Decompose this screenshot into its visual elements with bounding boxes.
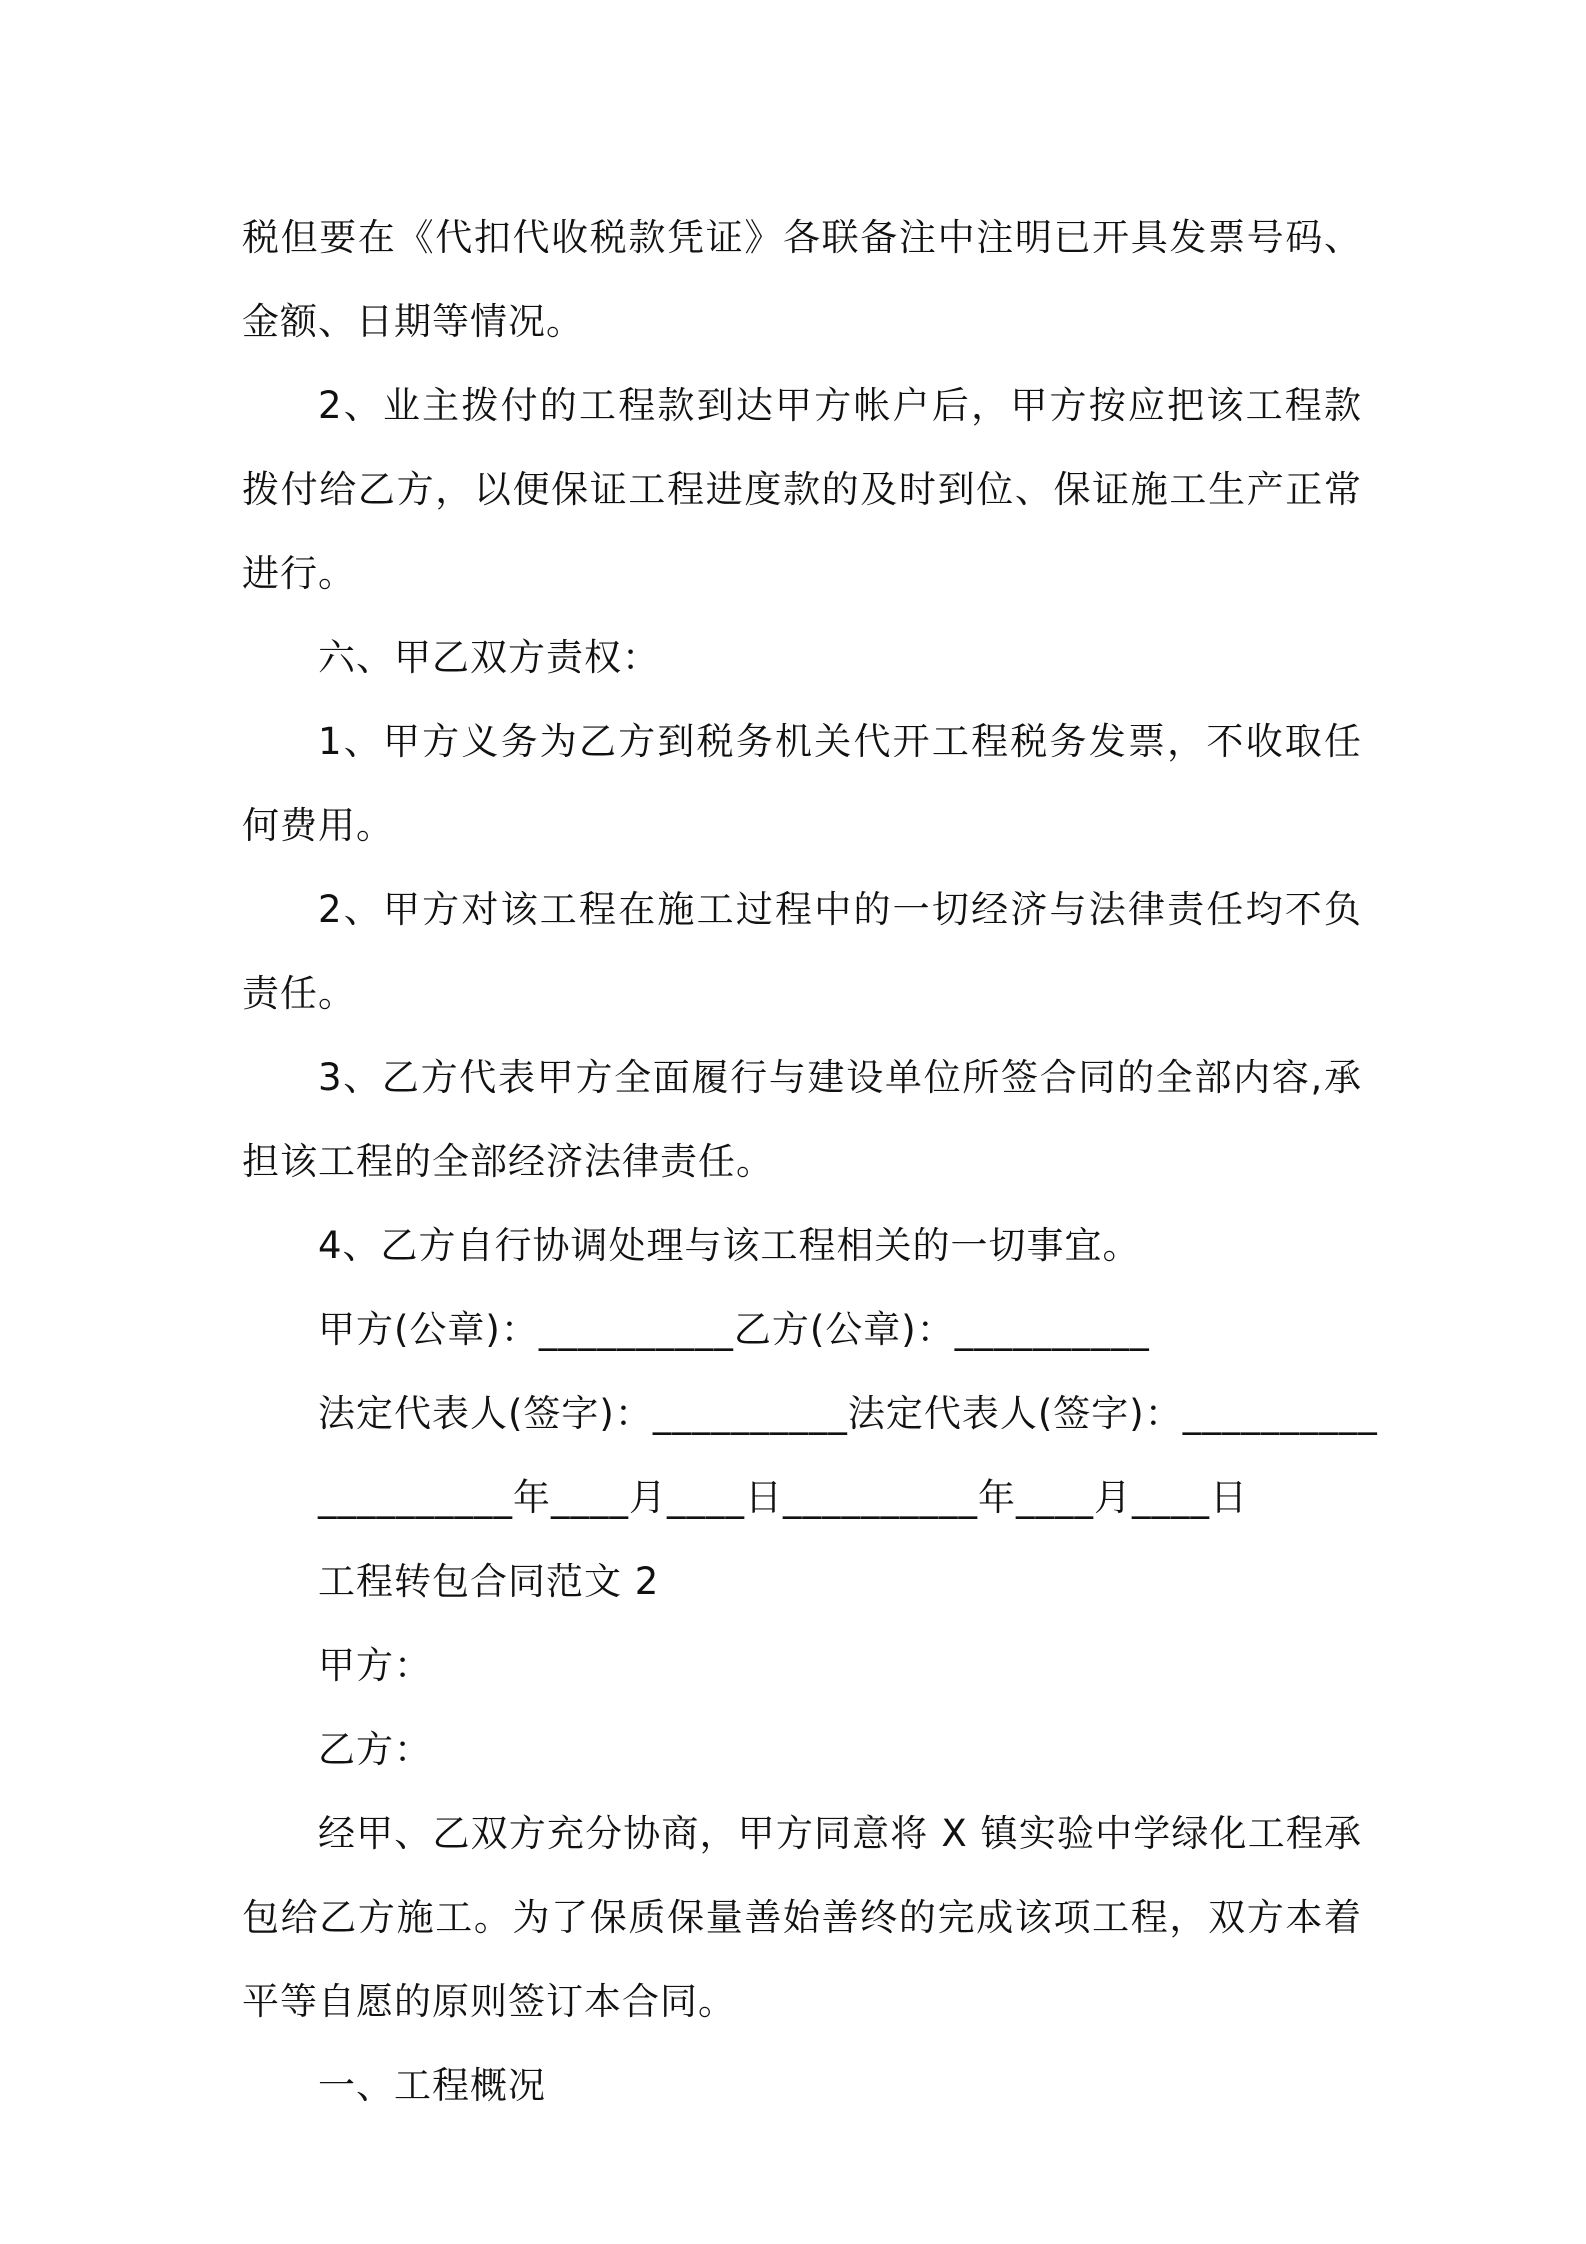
clause-party-b-performance: 3、乙方代表甲方全面履行与建设单位所签合同的全部内容,承担该工程的全部经济法律责任。 [242,1056,1362,1183]
paragraph-payment-clause: 2、业主拨付的工程款到达甲方帐户后，甲方按应把该工程款拨付给乙方，以便保证工程进度款的及时到位、保证施工生产正常进行。 [242,384,1362,595]
signature-date-line: __________年____月____日__________年____月____日 [318,1476,1248,1519]
contract-title: 工程转包合同范文 2 [318,1560,660,1603]
clause-party-b-coordination: 4、乙方自行协调处理与该工程相关的一切事宜。 [318,1224,1141,1267]
party-b-label: 乙方： [318,1728,432,1771]
signature-representative-line: 法定代表人(签字)：__________法定代表人(签字)：__________ [318,1392,1378,1435]
party-a-label: 甲方： [318,1644,432,1687]
paragraph-tax-note: 税但要在《代扣代收税款凭证》各联备注中注明已开具发票号码、金额、日期等情况。 [242,216,1362,343]
section-heading-project-overview: 一、工程概况 [318,2064,546,2107]
document-body [242,196,1378,2128]
contract-intro-paragraph: 经甲、乙双方充分协商，甲方同意将 X 镇实验中学绿化工程承包给乙方施工。为了保质保量善始善终的完成该项工程，双方本着平等自愿的原则签订本合同。 [242,1812,1362,2023]
clause-party-a-liability: 2、甲方对该工程在施工过程中的一切经济与法律责任均不负责任。 [242,888,1362,1015]
section-heading-rights: 六、甲乙双方责权： [318,636,660,679]
signature-seal-line: 甲方(公章)：__________乙方(公章)：__________ [318,1308,1150,1351]
clause-party-a-duty: 1、甲方义务为乙方到税务机关代开工程税务发票，不收取任何费用。 [242,720,1362,847]
